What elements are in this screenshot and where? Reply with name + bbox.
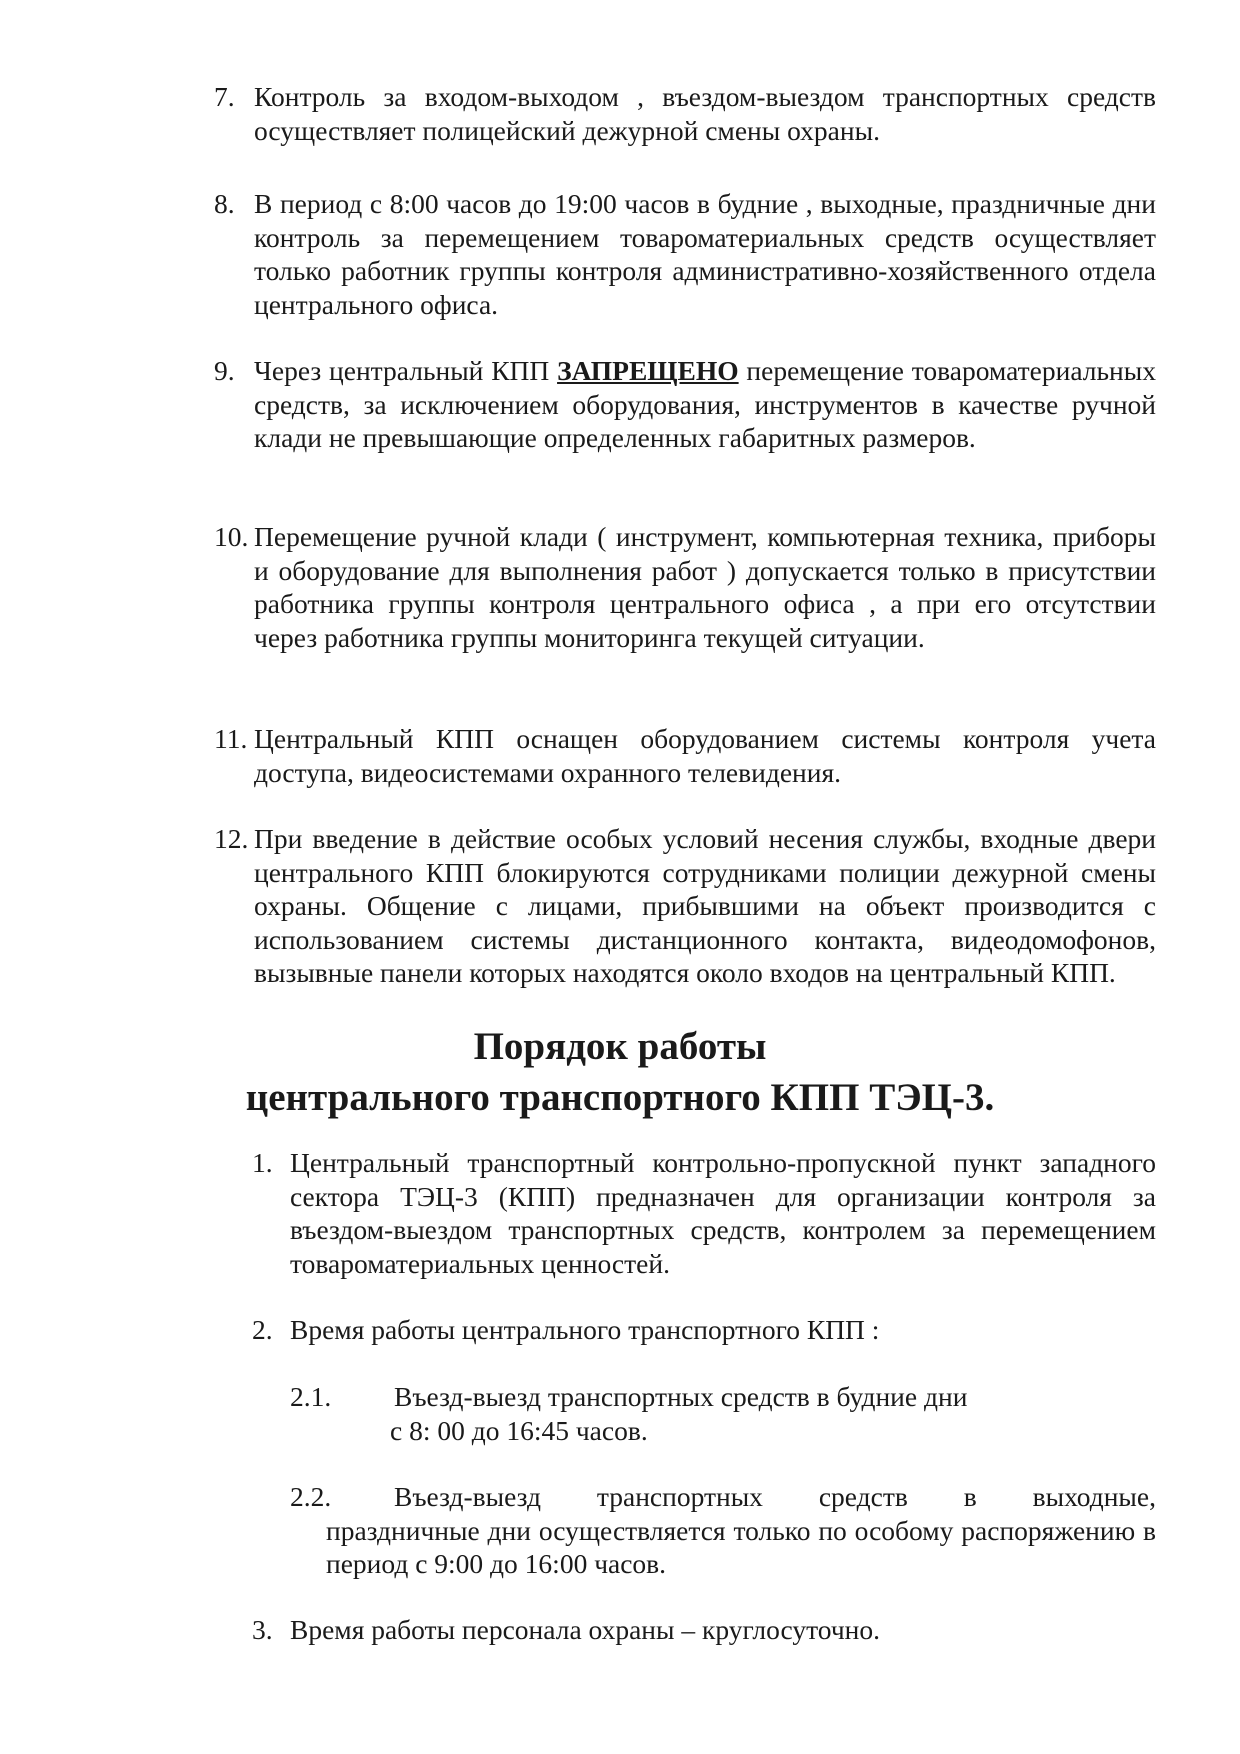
item-text: При введение в действие особых условий несения службы, входные двери центрального КПП блокируются сотрудниками полиции дежурной смены охраны. Общение с лицами, прибывшими на объект производится с использованием системы дистанционного контакта, видеодомофонов, вызывные панели которых находятся около входов на центральный КПП. — [254, 823, 1156, 988]
item-text: Время работы персонала охраны – круглосуточно. — [290, 1614, 880, 1645]
item-number: 8. — [214, 188, 235, 219]
prohibited-emphasis: ЗАПРЕЩЕНО — [557, 355, 739, 386]
subitem-number: 2.2. — [290, 1481, 332, 1512]
item-number: 11. — [214, 723, 248, 754]
item-text: Контроль за входом-выходом , въездом-выездом транспортных средств осуществляет полицейский дежурной смены охраны. — [254, 81, 1156, 146]
item-text: В период с 8:00 часов до 19:00 часов в будние , выходные, праздничные дни контроль за перемещением товароматериальных средств осуществляет только работник группы контроля административно-хозяйственного отдела центрального офиса. — [254, 188, 1156, 320]
item-text: Центральный транспортный контрольно-пропускной пункт западного сектора ТЭЦ-3 (КПП) предназначен для организации контроля за въездом-выездом транспортных средств, контролем за перемещением товароматериальных ценностей. — [290, 1147, 1156, 1279]
subitem-line-1: Въезд-выезд транспортных средств в выходные, — [394, 1481, 1156, 1512]
subitem-line-2: с 8: 00 до 16:45 часов. — [390, 1414, 648, 1446]
item-number: 1. — [252, 1147, 273, 1178]
section-item-2 — [252, 1313, 1156, 1347]
section-item-3 — [252, 1613, 1156, 1647]
section-item-1 — [252, 1146, 1156, 1280]
item-text-after: перемещение товароматериальных средств, за исключением оборудования, инструментов в качестве ручной клади не превышающие определенных габаритных размеров. — [254, 355, 1156, 453]
rule-item-9 — [214, 354, 1156, 455]
rule-item-10 — [214, 520, 1156, 654]
subitem-rest: праздничные дни осуществляется только по особому распоряжению в период с 9:00 до 16:00 часов. — [326, 1514, 1156, 1579]
item-text: Время работы центрального транспортного КПП : — [290, 1314, 880, 1345]
rule-item-11 — [214, 722, 1156, 789]
item-text: Перемещение ручной клади ( инструмент, компьютерная техника, приборы и оборудование для выполнения работ ) допускается только в присутствии работника группы контроля центрального офиса , а при его отсутствии через работника группы мониторинга текущей ситуации. — [254, 521, 1156, 653]
subitem-line-1: Въезд-выезд транспортных средств в будние дни — [394, 1381, 968, 1412]
rule-item-7 — [214, 80, 1156, 147]
item-number: 12. — [214, 823, 249, 854]
section-heading-line-2: центрального транспортного КПП ТЭЦ-3. — [245, 1076, 995, 1119]
subitem-number: 2.1. — [290, 1381, 332, 1412]
item-number: 3. — [252, 1614, 273, 1645]
item-number: 7. — [214, 81, 235, 112]
rule-item-8 — [214, 187, 1156, 321]
item-number: 9. — [214, 355, 235, 386]
item-text: Центральный КПП оснащен оборудованием системы контроля учета доступа, видеосистемами охранного телевидения. — [254, 723, 1156, 788]
rule-item-12 — [214, 822, 1156, 990]
item-number: 2. — [252, 1314, 273, 1345]
section-heading-line-1: Порядок работы — [473, 1025, 767, 1068]
item-text — [254, 354, 1156, 455]
item-text-before: Через центральный КПП — [254, 355, 558, 386]
item-number: 10. — [214, 521, 249, 552]
